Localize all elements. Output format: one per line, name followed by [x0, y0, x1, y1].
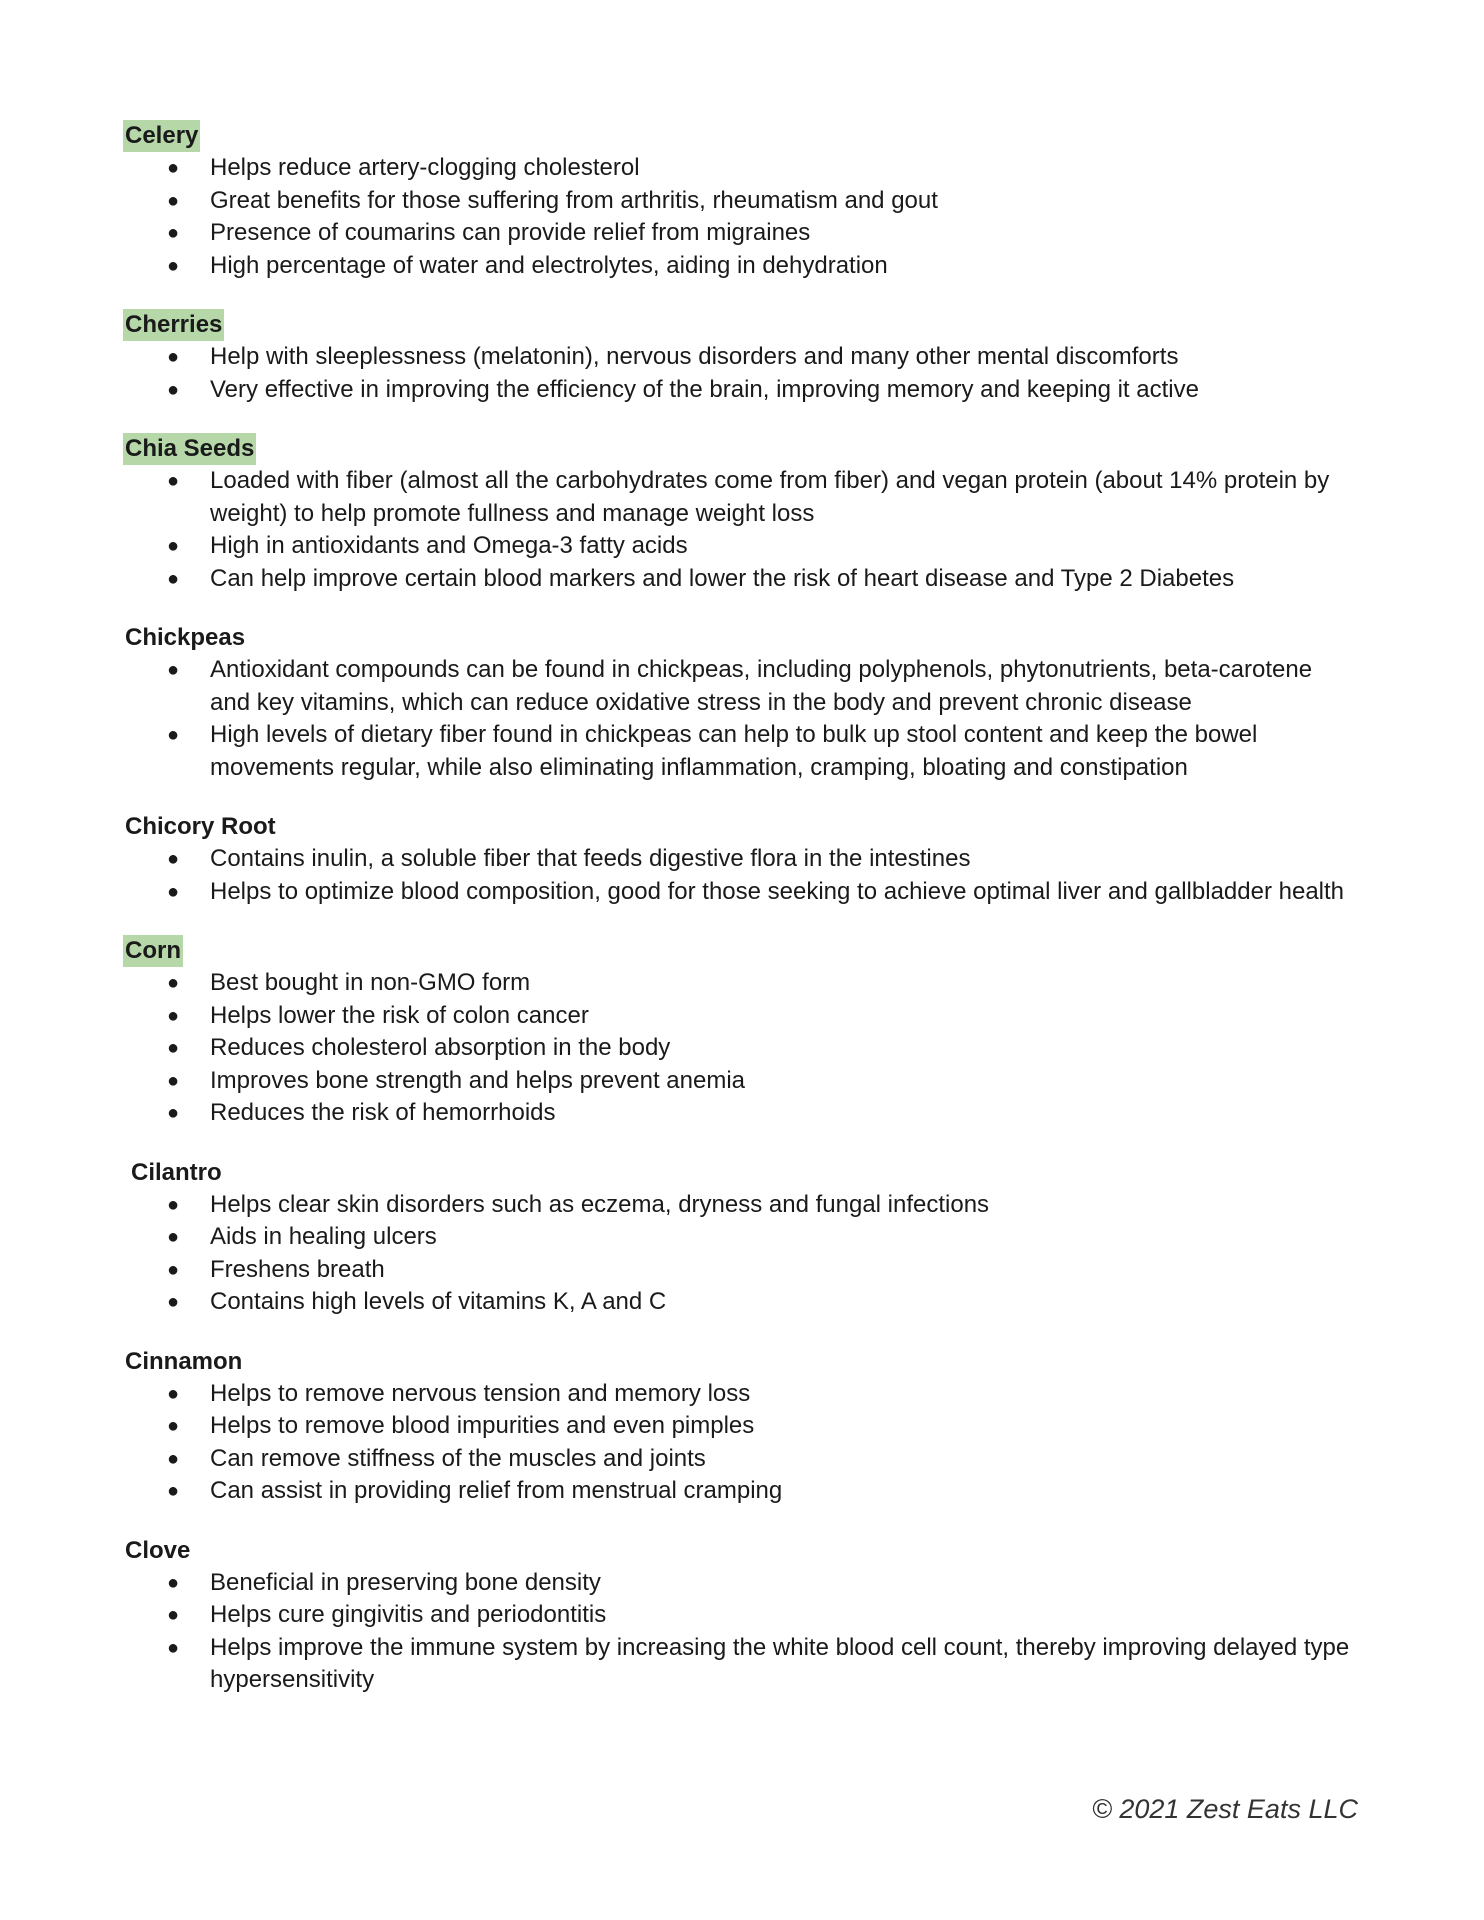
bullet-list [123, 1378, 1353, 1508]
section-cinnamon [123, 1346, 1353, 1508]
bullet-icon: ● [167, 724, 180, 746]
document-content [123, 120, 1353, 1724]
bullet-icon: ● [167, 1415, 180, 1437]
section-celery [123, 120, 1353, 282]
list-item: ● Freshens breath [123, 1254, 1353, 1287]
bullet-icon: ● [167, 1258, 180, 1281]
bullet-icon: ● [167, 567, 180, 590]
list-item: ● Helps clear skin disorders such as eczema, dryness and fungal infections [123, 1189, 1353, 1222]
bullet-icon: ● [167, 1193, 180, 1216]
section-heading: Corn [123, 935, 183, 967]
bullet-icon: ● [167, 1226, 180, 1248]
section-heading: Cinnamon [125, 1347, 243, 1375]
bullet-icon: ● [167, 1291, 180, 1313]
section-heading: Chicory Root [125, 813, 276, 840]
list-item: ● Great benefits for those suffering from arthritis, rheumatism and gout [123, 185, 1353, 218]
bullet-icon: ● [167, 470, 180, 492]
bullet-icon: ● [167, 1004, 180, 1027]
section-cherries [123, 309, 1353, 406]
list-item: ● High percentage of water and electrolytes, aiding in dehydration [123, 250, 1353, 283]
bullet-icon: ● [167, 1382, 180, 1405]
bullet-icon: ● [167, 1604, 180, 1626]
list-item: ● Best bought in non-GMO form [123, 967, 1353, 1000]
bullet-list [123, 341, 1353, 406]
section-chicory-root [123, 811, 1353, 908]
section-heading: Cherries [123, 309, 224, 341]
list-item: ● Help with sleeplessness (melatonin), nervous disorders and many other mental discomforts [123, 341, 1353, 374]
bullet-icon: ● [167, 346, 180, 368]
section-heading: Chickpeas [125, 624, 246, 651]
bullet-list [123, 654, 1353, 784]
bullet-icon: ● [167, 535, 180, 557]
bullet-list [123, 1189, 1353, 1319]
list-item: ● Helps to optimize blood composition, good for those seeking to achieve optimal liver and gallbladder health [123, 876, 1353, 909]
bullet-icon: ● [167, 254, 180, 277]
section-heading: Cilantro [131, 1158, 222, 1186]
bullet-icon: ● [167, 848, 180, 870]
bullet-icon: ● [167, 1636, 180, 1659]
list-item: ● Loaded with fiber (almost all the carbohydrates come from fiber) and vegan protein (about 14% protein by weight) to help promote fullness and manage weight loss [167, 467, 1330, 527]
bullet-icon: ● [167, 378, 180, 401]
bullet-icon: ● [167, 1069, 180, 1092]
copyright-footer: © 2021 Zest Eats LLC [1091, 1794, 1358, 1824]
bullet-list [123, 152, 1353, 282]
list-item: ● Can help improve certain blood markers and lower the risk of heart disease and Type 2 Diabetes [123, 563, 1353, 596]
bullet-icon: ● [167, 222, 180, 244]
list-item: ● Beneficial in preserving bone density [123, 1567, 1353, 1600]
section-clove [123, 1535, 1353, 1697]
list-item: ● Aids in healing ulcers [123, 1221, 1353, 1254]
list-item: ● Presence of coumarins can provide relief from migraines [123, 217, 1353, 250]
list-item: ● Helps to remove nervous tension and memory loss [123, 1378, 1353, 1411]
section-heading: Celery [123, 120, 200, 152]
section-chickpeas [123, 622, 1353, 784]
section-heading: Clove [125, 1536, 191, 1564]
bullet-list [123, 1567, 1353, 1697]
bullet-list [123, 465, 1353, 595]
list-item: ● Antioxidant compounds can be found in chickpeas, including polyphenols, phytonutrients, beta-carotene and key vitamins, which can reduce oxidative stress in the body and prevent chronic disease [167, 656, 1313, 716]
list-item: ● Very effective in improving the efficiency of the brain, improving memory and keeping it active [123, 374, 1353, 407]
bullet-list [123, 843, 1353, 908]
list-item: ● Reduces cholesterol absorption in the body [123, 1032, 1353, 1065]
section-heading: Chia Seeds [123, 433, 256, 465]
list-item: ● Improves bone strength and helps prevent anemia [123, 1065, 1353, 1098]
list-item: ● Helps improve the immune system by increasing the white blood cell count, thereby improving delayed type hypersensitivity [167, 1633, 1350, 1693]
section-cilantro [123, 1157, 1353, 1319]
bullet-icon: ● [167, 1037, 180, 1059]
bullet-icon: ● [167, 1447, 180, 1470]
list-item: ● Helps lower the risk of colon cancer [123, 1000, 1353, 1033]
bullet-icon: ● [167, 1102, 180, 1124]
bullet-icon: ● [167, 189, 180, 212]
list-item: ● Contains high levels of vitamins K, A and C [123, 1286, 1353, 1319]
list-item: ● Can remove stiffness of the muscles and joints [123, 1443, 1353, 1476]
list-item: ● Reduces the risk of hemorrhoids [123, 1097, 1353, 1130]
list-item: ● High in antioxidants and Omega-3 fatty acids [123, 530, 1353, 563]
list-item: ● High levels of dietary fiber found in chickpeas can help to bulk up stool content and keep the bowel movements regular, while also eliminating inflammation, cramping, bloating and constipation [167, 721, 1258, 781]
list-item: ● Contains inulin, a soluble fiber that feeds digestive flora in the intestines [123, 843, 1353, 876]
section-chia-seeds [123, 433, 1353, 595]
list-item: ● Can assist in providing relief from menstrual cramping [123, 1475, 1353, 1508]
bullet-icon: ● [167, 157, 180, 179]
bullet-icon: ● [167, 659, 180, 681]
list-item: ● Helps cure gingivitis and periodontitis [123, 1599, 1353, 1632]
bullet-icon: ● [167, 1480, 180, 1502]
list-item: ● Helps to remove blood impurities and even pimples [123, 1410, 1353, 1443]
bullet-icon: ● [167, 880, 180, 903]
bullet-list [123, 967, 1353, 1130]
bullet-icon: ● [167, 1571, 180, 1594]
list-item: ● Helps reduce artery-clogging cholesterol [123, 152, 1353, 185]
bullet-icon: ● [167, 972, 180, 994]
section-corn [123, 935, 1353, 1130]
